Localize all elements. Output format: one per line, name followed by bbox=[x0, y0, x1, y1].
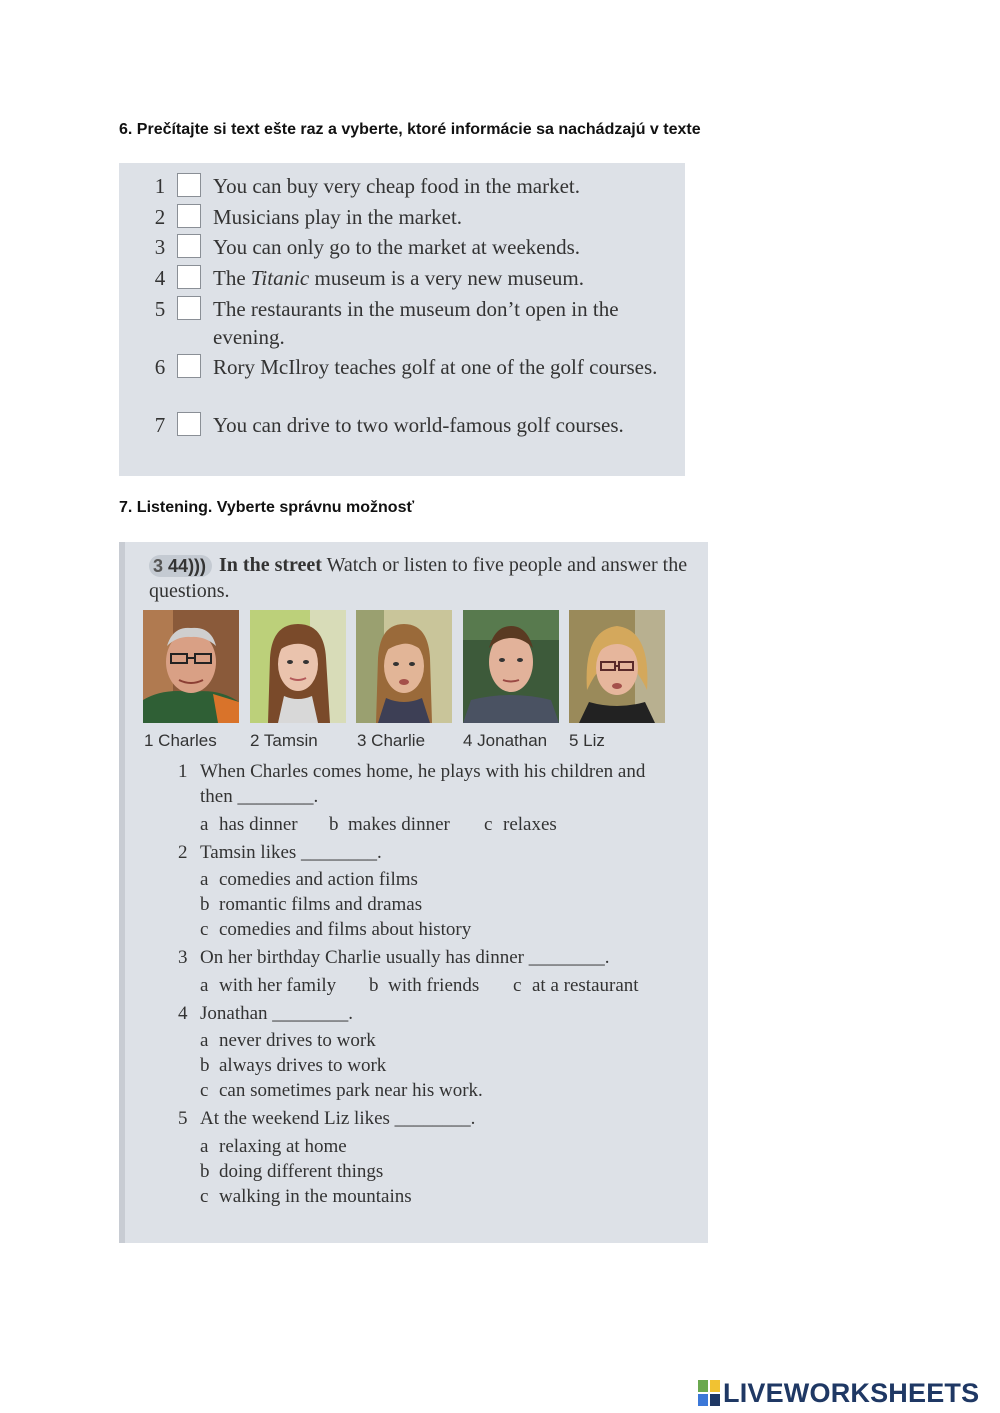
option-2b[interactable]: b romantic films and dramas bbox=[200, 894, 423, 915]
exercise-6-panel bbox=[119, 163, 685, 476]
statement-text: The restaurants in the museum don’t open in the evening. bbox=[213, 297, 619, 349]
answer-checkbox[interactable] bbox=[177, 296, 201, 320]
option-5b[interactable]: b doing different things bbox=[200, 1161, 384, 1182]
caption-liz: 5 Liz bbox=[569, 731, 605, 750]
question-text: Jonathan ________. bbox=[200, 1003, 354, 1024]
option-1a[interactable]: a has dinner bbox=[200, 814, 298, 835]
listening-intro bbox=[149, 552, 689, 604]
option-4b[interactable]: b always drives to work bbox=[200, 1055, 387, 1076]
photo-liz bbox=[569, 610, 665, 723]
option-5c[interactable]: c walking in the mountains bbox=[200, 1186, 412, 1207]
caption-jonathan: 4 Jonathan bbox=[463, 731, 548, 750]
option-1c[interactable]: c relaxes bbox=[484, 814, 557, 835]
question-text: At the weekend Liz likes ________. bbox=[200, 1108, 476, 1129]
statement-number: 4 bbox=[154, 266, 166, 290]
answer-checkbox[interactable] bbox=[177, 173, 201, 197]
answer-checkbox[interactable] bbox=[177, 412, 201, 436]
statement-text: The Titanic museum is a very new museum. bbox=[213, 266, 584, 290]
exercise-7-heading: 7. Listening. Vyberte správnu možnosť bbox=[119, 499, 415, 516]
logo-icon bbox=[698, 1380, 720, 1406]
statement-number: 3 bbox=[154, 235, 166, 259]
audio-icon: ))) bbox=[188, 556, 207, 576]
statement-text: Musicians play in the market. bbox=[213, 205, 463, 229]
photo-charlie bbox=[356, 610, 452, 723]
question-text: Tamsin likes ________. bbox=[200, 842, 382, 863]
logo-text: LIVEWORKSHEETS bbox=[723, 1378, 980, 1408]
option-3a[interactable]: a with her family bbox=[200, 975, 337, 996]
option-3b[interactable]: b with friends bbox=[369, 975, 480, 996]
answer-checkbox[interactable] bbox=[177, 204, 201, 228]
statement-text: You can buy very cheap food in the market. bbox=[213, 174, 581, 198]
option-5a[interactable]: a relaxing at home bbox=[200, 1136, 347, 1157]
statement-number: 2 bbox=[154, 205, 166, 229]
statement-number: 7 bbox=[154, 413, 166, 437]
question-text: On her birthday Charlie usually has dinner ________. bbox=[200, 947, 610, 968]
option-2a[interactable]: a comedies and action films bbox=[200, 869, 418, 890]
statement-text: You can drive to two world-famous golf courses. bbox=[213, 413, 624, 437]
intro-text: Watch or listen to five people and answer the questions. bbox=[149, 554, 688, 602]
intro-title: In the street bbox=[219, 554, 322, 576]
statement-number: 1 bbox=[154, 174, 166, 198]
answer-checkbox[interactable] bbox=[177, 354, 201, 378]
statement-text: Rory McIlroy teaches golf at one of the golf courses. bbox=[213, 355, 658, 379]
exercise-6-heading: 6. Prečítajte si text ešte raz a vyberte, ktoré informácie sa nachádzajú v texte bbox=[119, 121, 701, 138]
statement-number: 6 bbox=[154, 355, 166, 379]
photo-tamsin bbox=[250, 610, 346, 723]
audio-track-badge[interactable]: 3 44))) bbox=[149, 555, 212, 577]
question-text: When Charles comes home, he plays with his children and then ________. bbox=[200, 761, 646, 807]
caption-charlie: 3 Charlie bbox=[357, 731, 426, 750]
option-1b[interactable]: b makes dinner bbox=[329, 814, 450, 835]
option-2c[interactable]: c comedies and films about history bbox=[200, 919, 472, 940]
liveworksheets-logo bbox=[698, 1378, 979, 1408]
photo-charles bbox=[143, 610, 239, 723]
answer-checkbox[interactable] bbox=[177, 265, 201, 289]
option-4a[interactable]: a never drives to work bbox=[200, 1030, 376, 1051]
statement-number: 5 bbox=[154, 297, 166, 321]
answer-checkbox[interactable] bbox=[177, 234, 201, 258]
photo-jonathan bbox=[463, 610, 559, 723]
exercise-7-panel: In the street Watch or listen to five people and answer the questions. 3 44))) 1 Charles 2 Tamsin 3 Charlie 4 Jonathan 5 Liz 1 When Charles comes home, he plays with his children and then ________. a has dinner b makes dinner c relaxes 2 Tamsin likes ________. a comedies and action films b romantic films and dramas c comedies and films about history 3 On her birthday Charlie usually has dinner ________. a with her family b with friends c at a restaurant 4 Jonathan ________. a never drives to work b always drives to work c can sometimes park near his work. 5 At the weekend Liz likes ________. a relaxing at home b doing different things c walking in the mountains bbox=[119, 542, 708, 1243]
caption-tamsin: 2 Tamsin bbox=[250, 731, 318, 750]
caption-charles: 1 Charles bbox=[144, 731, 217, 750]
statement-text: You can only go to the market at weekends. bbox=[213, 235, 581, 259]
option-3c[interactable]: c at a restaurant bbox=[513, 975, 639, 996]
option-4c[interactable]: c can sometimes park near his work. bbox=[200, 1080, 483, 1101]
